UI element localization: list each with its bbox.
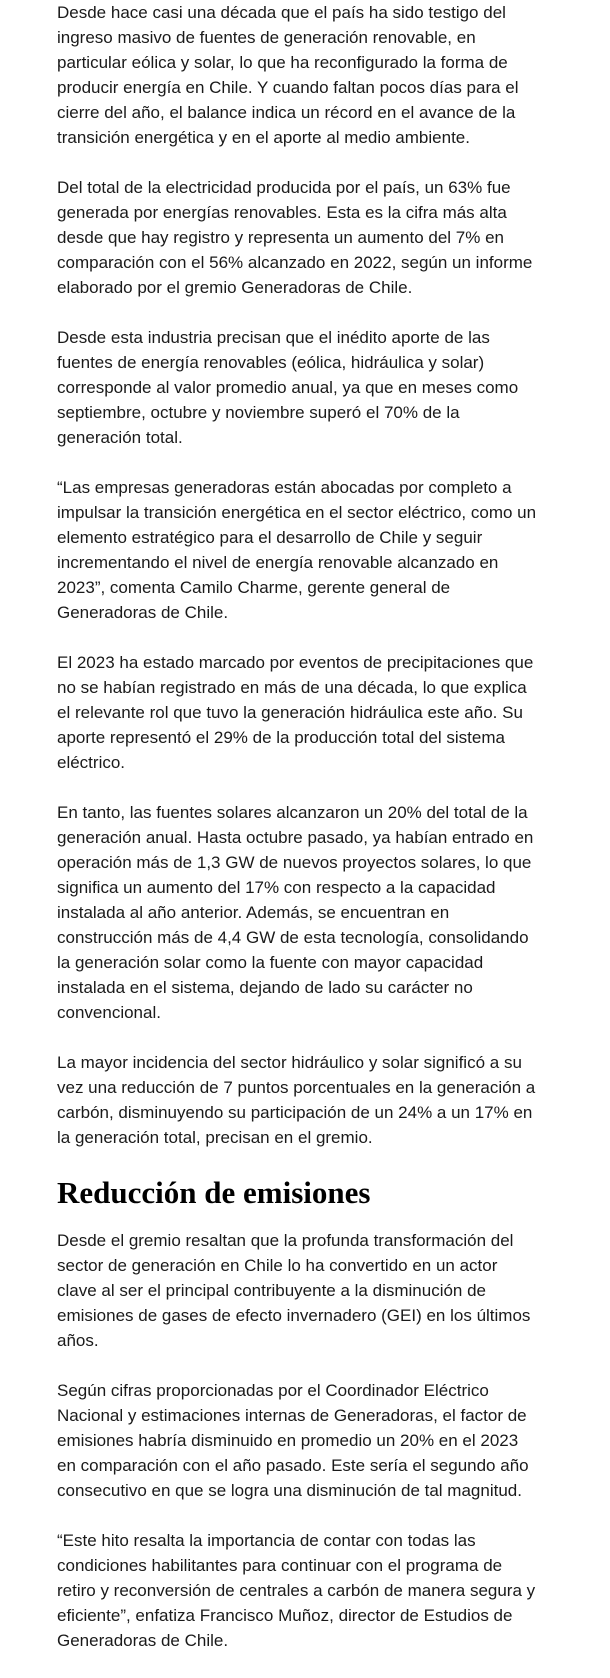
paragraph-line: la generación total, precisan en el gremio. <box>57 1128 373 1147</box>
paragraph-line: Generadoras de Chile. <box>57 1631 229 1650</box>
paragraph-line: El 2023 ha estado marcado por eventos de precipitaciones que <box>57 653 534 672</box>
paragraph-line: el relevante rol que tuvo la generación hidráulica este año. Su <box>57 703 523 722</box>
paragraph-line: 2023”, comenta Camilo Charme, gerente general de <box>57 578 451 597</box>
paragraph-line: “Las empresas generadoras están abocadas por completo a <box>57 478 512 497</box>
paragraph-line: producir energía en Chile. Y cuando faltan pocos días para el <box>57 78 519 97</box>
article-paragraph <box>57 175 597 300</box>
article-paragraph <box>57 650 597 775</box>
paragraph-line: instalada al año anterior. Además, se encuentran en <box>57 903 450 922</box>
paragraph-line: incrementando el nivel de energía renovable alcanzado en <box>57 553 499 572</box>
paragraph-line: Del total de la electricidad producida por el país, un 63% fue <box>57 178 511 197</box>
paragraph-line: generación anual. Hasta octubre pasado, ya habían entrado en <box>57 828 534 847</box>
paragraph-line: Desde hace casi una década que el país ha sido testigo del <box>57 3 506 22</box>
paragraph-line: impulsar la transición energética en el sector eléctrico, como un <box>57 503 537 522</box>
paragraphs-after-heading <box>57 1228 597 1653</box>
paragraph-line: comparación con el 56% alcanzado en 2022, según un informe <box>57 253 533 272</box>
paragraph-line: no se habían registrado en más de una década, lo que explica <box>57 678 527 697</box>
paragraph-line: vez una reducción de 7 puntos porcentuales en la generación a <box>57 1078 536 1097</box>
paragraph-line: convencional. <box>57 1003 161 1022</box>
paragraph-line: significa un aumento del 17% con respecto a la capacidad <box>57 878 496 897</box>
paragraph-line: La mayor incidencia del sector hidráulico y solar significó a su <box>57 1053 522 1072</box>
paragraph-line: desde que hay registro y representa un aumento del 7% en <box>57 228 505 247</box>
article-paragraph <box>57 325 597 450</box>
paragraph-line: construcción más de 4,4 GW de esta tecnología, consolidando <box>57 928 529 947</box>
paragraph-line: elemento estratégico para el desarrollo de Chile y seguir <box>57 528 483 547</box>
article-paragraph <box>57 475 597 625</box>
article-paragraph <box>57 1528 597 1653</box>
article-paragraph <box>57 0 597 150</box>
paragraph-line: sector de generación en Chile lo ha convertido en un actor <box>57 1256 498 1275</box>
paragraph-line: aporte representó el 29% de la producción total del sistema <box>57 728 505 747</box>
paragraph-line: eléctrico. <box>57 753 126 772</box>
paragraph-line: Desde esta industria precisan que el inédito aporte de las <box>57 328 490 347</box>
paragraph-line: emisiones de gases de efecto invernadero (GEI) en los últimos <box>57 1306 531 1325</box>
paragraph-line: generación total. <box>57 428 183 447</box>
paragraph-line: ingreso masivo de fuentes de generación renovable, en <box>57 28 476 47</box>
paragraph-line: septiembre, octubre y noviembre superó el 70% de la <box>57 403 460 422</box>
paragraphs-before-heading <box>57 0 597 1150</box>
paragraph-line: instalada en el sistema, dejando de lado su carácter no <box>57 978 473 997</box>
paragraph-line: años. <box>57 1331 99 1350</box>
paragraph-line: Nacional y estimaciones internas de Generadoras, el factor de <box>57 1406 527 1425</box>
article-paragraph <box>57 1050 597 1150</box>
paragraph-line: cierre del año, el balance indica un récord en el avance de la <box>57 103 516 122</box>
article-paragraph <box>57 1228 597 1353</box>
article-body <box>57 0 597 1678</box>
paragraph-line: elaborado por el gremio Generadoras de Chile. <box>57 278 413 297</box>
paragraph-line: “Este hito resalta la importancia de contar con todas las <box>57 1531 476 1550</box>
paragraph-line: particular eólica y solar, lo que ha reconfigurado la forma de <box>57 53 508 72</box>
article-paragraph <box>57 800 597 1025</box>
paragraph-line: En tanto, las fuentes solares alcanzaron un 20% del total de la <box>57 803 528 822</box>
paragraph-line: operación más de 1,3 GW de nuevos proyectos solares, lo que <box>57 853 532 872</box>
paragraph-line: corresponde al valor promedio anual, ya que en meses como <box>57 378 519 397</box>
paragraph-line: Generadoras de Chile. <box>57 603 229 622</box>
paragraph-line: emisiones habría disminuido en promedio un 20% en el 2023 <box>57 1431 519 1450</box>
paragraph-line: en comparación con el año pasado. Este sería el segundo año <box>57 1456 529 1475</box>
section-heading: Reducción de emisiones <box>57 1175 371 1210</box>
paragraph-line: clave al ser el principal contribuyente a la disminución de <box>57 1281 487 1300</box>
paragraph-line: eficiente”, enfatiza Francisco Muñoz, director de Estudios de <box>57 1606 513 1625</box>
paragraph-line: condiciones habilitantes para continuar con el programa de <box>57 1556 503 1575</box>
paragraph-line: Según cifras proporcionadas por el Coordinador Eléctrico <box>57 1381 489 1400</box>
paragraph-line: fuentes de energía renovables (eólica, hidráulica y solar) <box>57 353 485 372</box>
paragraph-line: Desde el gremio resaltan que la profunda transformación del <box>57 1231 514 1250</box>
article-paragraph <box>57 1378 597 1503</box>
paragraph-line: retiro y reconversión de centrales a carbón de manera segura y <box>57 1581 536 1600</box>
paragraph-line: la generación solar como la fuente con mayor capacidad <box>57 953 484 972</box>
paragraph-line: carbón, disminuyendo su participación de un 24% a un 17% en <box>57 1103 533 1122</box>
paragraph-line: generada por energías renovables. Esta es la cifra más alta <box>57 203 507 222</box>
paragraph-line: transición energética y en el aporte al medio ambiente. <box>57 128 470 147</box>
paragraph-line: consecutivo en que se logra una disminución de tal magnitud. <box>57 1481 522 1500</box>
